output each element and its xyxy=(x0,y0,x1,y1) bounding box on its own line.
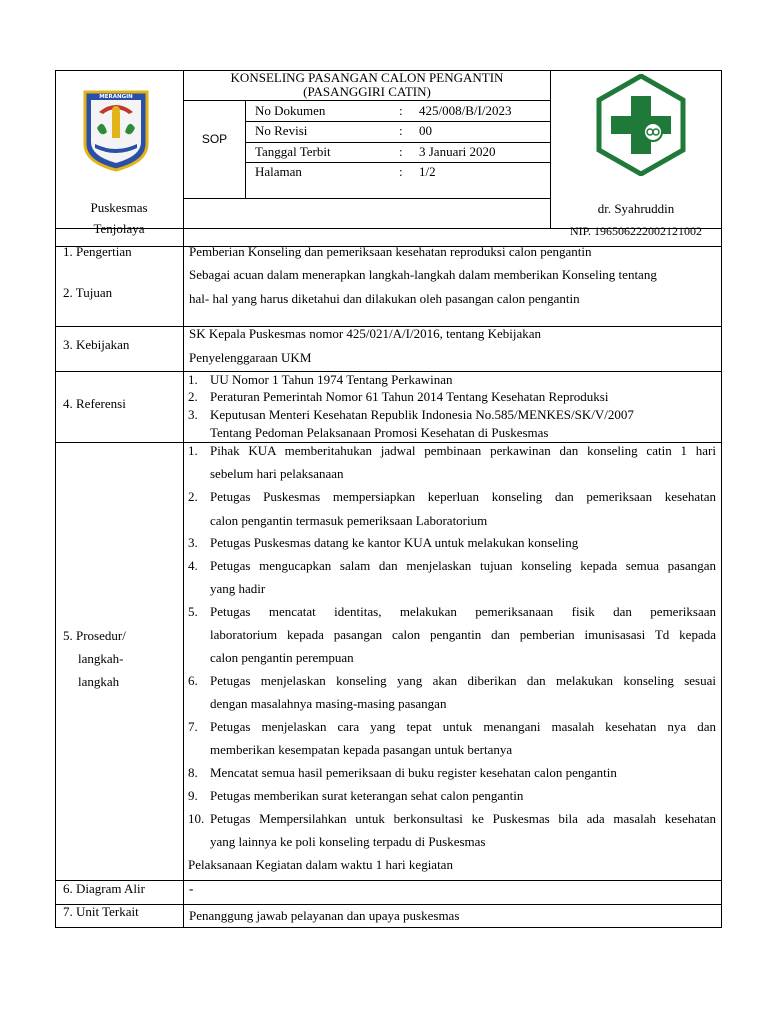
doc-row-divider-3 xyxy=(245,162,551,163)
step-6-line2: dengan masalahnya masing-masing pasangan xyxy=(210,696,447,711)
prosedur-footer: Pelaksanaan Kegiatan dalam waktu 1 hari kegiatan xyxy=(188,857,453,872)
step-number-3: 3. xyxy=(188,535,198,550)
revision-label: No Revisi xyxy=(255,123,308,138)
org-name-line1: Puskesmas xyxy=(90,200,148,215)
step-5-line1: Petugas mencatat identitas, melakukan pemeriksanaan fisik dan pemeriksaan xyxy=(210,604,716,619)
step-10-line2: yang lainnya ke poli konseling terpadu di Puskesmas xyxy=(210,834,486,849)
document-title-line1: KONSELING PASANGAN CALON PENGANTIN xyxy=(230,70,504,85)
kebijakan-line2: Penyelenggaraan UKM xyxy=(189,350,312,365)
step-number-2: 2. xyxy=(188,489,198,504)
section-label-prosedur: 5. Prosedur/ xyxy=(63,628,126,643)
org-name-line2: Tenjolaya xyxy=(93,221,145,236)
step-4-line1: Petugas mengucapkan salam dan menjelaskan tujuan konseling kepada semua pasangan xyxy=(210,558,716,573)
referensi-item-3-line1: Keputusan Menteri Kesehatan Republik Indonesia No.585/MENKES/SK/V/2007 xyxy=(210,407,634,422)
issue-date-label: Tanggal Terbit xyxy=(255,144,331,159)
sop-divider xyxy=(245,100,246,198)
doc-number-value: 425/008/B/I/2023 xyxy=(419,103,512,118)
step-10-line1: Petugas Mempersilahkan untuk berkonsultasi ke Puskesmas bila ada masalah kesehatan xyxy=(210,811,716,826)
section-label-tujuan: 2. Tujuan xyxy=(63,285,113,300)
section-label-kebijakan: 3. Kebijakan xyxy=(63,337,130,352)
border-bottom xyxy=(55,927,722,928)
signer-name: dr. Syahruddin xyxy=(597,201,675,216)
puskesmas-logo xyxy=(595,74,687,176)
doc-number-sep: : xyxy=(399,103,403,118)
referensi-item-2: Peraturan Pemerintah Nomor 61 Tahun 2014 Tentang Kesehatan Reproduksi xyxy=(210,389,609,404)
document-title-line2: (PASANGGIRI CATIN) xyxy=(303,84,431,99)
merangin-regency-logo xyxy=(81,88,151,172)
page-label: Halaman xyxy=(255,164,302,179)
step-number-6: 6. xyxy=(188,673,198,688)
step-9-line1: Petugas memberikan surat keterangan sehat calon pengantin xyxy=(210,788,524,803)
title-divider xyxy=(183,100,551,101)
border-left xyxy=(55,70,56,928)
section-label-diagram: 6. Diagram Alir xyxy=(63,881,145,896)
sop-label: SOP xyxy=(201,132,228,146)
step-7-line2: memberikan kesempatan kepada pasangan untuk bertanya xyxy=(210,742,513,757)
referensi-item-1: UU Nomor 1 Tahun 1974 Tentang Perkawinan xyxy=(210,372,453,387)
doc-row-divider-2 xyxy=(245,142,551,143)
revision-value: 00 xyxy=(419,123,432,138)
step-number-7: 7. xyxy=(188,719,198,734)
pengertian-text: Pemberian Konseling dan pemeriksaan kesehatan reproduksi calon pengantin xyxy=(189,244,592,259)
step-number-5: 5. xyxy=(188,604,198,619)
step-number-1: 1. xyxy=(188,443,198,458)
section-label-prosedur-2: langkah- xyxy=(78,651,124,666)
logo-caption: MERANGIN xyxy=(99,94,133,100)
referensi-number-2: 2. xyxy=(188,389,198,404)
unit-value: Penanggung jawab pelayanan dan upaya puskesmas xyxy=(189,908,460,923)
step-8-line1: Mencatat semua hasil pemeriksaan di buku register kesehatan calon pengantin xyxy=(210,765,617,780)
step-1-line2: sebelum hari pelaksanaan xyxy=(210,466,344,481)
referensi-item-3-line2: Tentang Pedoman Pelaksanaan Promosi Kesehatan di Puskesmas xyxy=(210,425,549,440)
step-6-line1: Petugas menjelaskan konseling yang akan diberikan dan melakukan konseling sesuai xyxy=(210,673,716,688)
step-number-9: 9. xyxy=(188,788,198,803)
doc-row-divider-1 xyxy=(245,121,551,122)
step-2-line2: calon pengantin termasuk pemeriksaan Laboratorium xyxy=(210,513,488,528)
referensi-number-3: 3. xyxy=(188,407,198,422)
section-label-prosedur-3: langkah xyxy=(78,674,120,689)
page-sep: : xyxy=(399,164,403,179)
tujuan-line2: hal- hal yang harus diketahui dan dilakukan oleh pasangan calon pengantin xyxy=(189,291,580,306)
issue-date-sep: : xyxy=(399,144,403,159)
step-7-line1: Petugas menjelaskan cara yang tepat untuk menangani masalah kesehatan nya dan xyxy=(210,719,716,734)
step-number-8: 8. xyxy=(188,765,198,780)
step-5-line2: laboratorium kepada pasangan calon pengantin dan pemberian imunisasasi Td kepada xyxy=(210,627,716,642)
page-value: 1/2 xyxy=(419,164,436,179)
step-number-4: 4. xyxy=(188,558,198,573)
kebijakan-line1: SK Kepala Puskesmas nomor 425/021/A/I/2016, tentang Kebijakan xyxy=(189,326,542,341)
section-label-unit: 7. Unit Terkait xyxy=(63,904,139,919)
border-right xyxy=(721,70,722,928)
doc-info-bottom xyxy=(183,198,551,199)
doc-number-label: No Dokumen xyxy=(255,103,326,118)
step-2-line1: Petugas Puskesmas mempersiapkan keperluan konseling dan pemeriksaan kesehatan xyxy=(210,489,716,504)
section-label-referensi: 4. Referensi xyxy=(63,396,126,411)
step-1-line1: Pihak KUA memberitahukan jadwal pembinaan perkawinan dan konseling catin 1 hari xyxy=(210,443,716,458)
step-number-10: 10. xyxy=(188,811,205,826)
section-label-pengertian: 1. Pengertian xyxy=(63,244,132,259)
signer-nip: NIP. 196506222002121002 xyxy=(569,224,702,238)
row-divider-5 xyxy=(55,880,722,881)
row-divider-6 xyxy=(55,904,722,905)
step-3-line1: Petugas Puskesmas datang ke kantor KUA untuk melakukan konseling xyxy=(210,535,579,550)
step-5-line3: calon pengantin perempuan xyxy=(210,650,354,665)
step-4-line2: yang hadir xyxy=(210,581,266,596)
tujuan-line1: Sebagai acuan dalam menerapkan langkah-langkah dalam memberikan Konseling tentang xyxy=(189,267,657,282)
issue-date-value: 3 Januari 2020 xyxy=(419,144,496,159)
revision-sep: : xyxy=(399,123,403,138)
diagram-value: - xyxy=(189,881,194,896)
sop-document xyxy=(55,70,722,928)
referensi-number-1: 1. xyxy=(188,372,198,387)
